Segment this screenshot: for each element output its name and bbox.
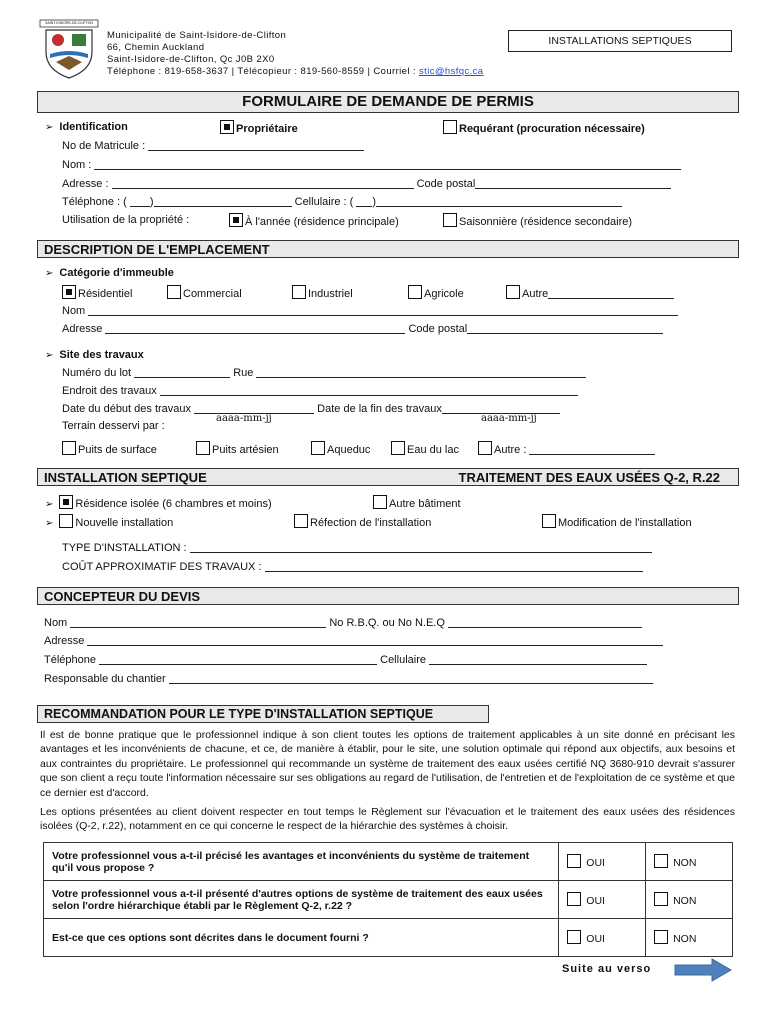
designer-nom-field[interactable] [70,617,326,628]
terrain-row [62,420,165,432]
adresse-row [62,178,671,190]
arrow-bullet-icon: ➢ [45,499,54,510]
yes-label: OUI [586,857,605,869]
rue-field[interactable] [256,367,586,378]
designer-section-header [37,587,739,605]
refection-option[interactable] [294,514,431,529]
modification-option[interactable] [542,514,692,529]
owner-label: Propriétaire [236,123,298,135]
recommendation-section-title: RECOMMANDATION POUR LE TYPE D'INSTALLATION SEPTIQUE [44,707,434,721]
category-heading-row [45,267,174,279]
cellulaire-area-field[interactable] [356,196,372,207]
applicant-label: Requérant (procuration nécessaire) [459,123,645,135]
recommendation-paragraph-1: Il est de bonne pratique que le professionnel indique à son client toutes les options de traitement applicables à un site donné en précisant les avantages et les inconvénients de chacune, et ce, de manière à établir, pour le site, une solution optimale qui répond aux objectifs, aux besoins et aux contraintes du propriétaire. Le professionnel qui recommande un système de traitement des eaux usées certifié NQ 3680-910 devrait s'assurer que son client a reçu toute l'information nécessaire sur ses obligations au regard de l'utilisation, de l'entretien et de l'exploitation de ce système et que ce dernier est d'accord. [40,729,735,799]
right-arrow-icon [674,958,732,982]
owner-checkbox[interactable] [220,120,234,134]
end-date-label: Date de la fin des travaux [317,403,442,415]
other-building-checkbox[interactable] [373,495,387,509]
badge-label: INSTALLATIONS SEPTIQUES [548,35,692,47]
telephone-field[interactable] [154,196,292,207]
site-nom-row [62,305,678,317]
usage-season-checkbox[interactable] [443,213,457,227]
page-title-text: FORMULAIRE DE DEMANDE DE PERMIS [242,93,534,110]
question-text: Est-ce que ces options sont décrites dans le document fourni ? [44,919,559,957]
type-install-label: TYPE D'INSTALLATION : [62,542,187,554]
other-building-option[interactable] [373,495,461,510]
arrow-bullet-icon: ➢ [45,350,54,361]
site-nom-field[interactable] [88,305,678,316]
type-install-row [62,542,652,554]
arrow-bullet-icon: ➢ [45,268,54,279]
site-adresse-row [62,323,663,335]
new-install-label: Nouvelle installation [75,517,174,529]
site-code-postal-label: Code postal [408,323,468,335]
septic-section-header [37,468,739,486]
site-heading: Site des travaux [59,349,144,361]
no-cell[interactable] [646,843,733,881]
cellulaire-label: Cellulaire : ( [294,196,354,208]
end-date-format: aaaa-mm-jj [481,413,537,424]
aqueduc-checkbox[interactable] [311,441,325,455]
type-install-field[interactable] [190,542,652,553]
cost-row [62,561,643,573]
no-label: NON [673,895,697,907]
cellulaire-paren: ) [372,196,377,208]
question-row [44,881,733,919]
yes-label: OUI [586,895,605,907]
designer-nom-row [44,617,642,629]
cellulaire-field[interactable] [376,196,622,207]
yes-cell[interactable] [559,881,646,919]
designer-phone-field[interactable] [99,654,377,665]
category-agricole[interactable] [408,285,464,300]
agricole-label: Agricole [424,288,464,300]
puits-surface-checkbox[interactable] [62,441,76,455]
continue-on-back: Suite au verso [562,963,652,975]
usage-year-checkbox[interactable] [229,213,243,227]
arrow-bullet-icon: ➢ [45,518,54,529]
yes-checkbox[interactable] [567,854,581,868]
service-eau-lac[interactable] [391,441,459,456]
no-cell[interactable] [646,919,733,957]
usage-season-option[interactable] [443,213,632,228]
identification-row [45,121,128,133]
site-adresse-field[interactable] [105,323,405,334]
industriel-label: Industriel [308,288,353,300]
logo-text: SAINT-ISIDORE-DE-CLIFTON [45,21,93,25]
location-section-title: DESCRIPTION DE L'EMPLACEMENT [44,242,270,257]
agricole-checkbox[interactable] [408,285,422,299]
industriel-checkbox[interactable] [292,285,306,299]
question-text: Votre professionnel vous a-t-il présenté d'autres options de système de traitement des eaux usées selon l'ordre hiérarchique établi par le Règlement Q-2, r.22 ? [44,881,559,919]
usage-label: Utilisation de la propriété : [62,214,190,226]
no-label: NON [673,857,697,869]
category-residentiel[interactable] [62,285,132,300]
nom-field[interactable] [94,159,681,170]
contact-text: Téléphone : 819-658-3637 | Télécopieur : 819-560-8559 | Courriel : [107,66,419,77]
designer-adresse-label: Adresse [44,635,85,647]
start-date-format: aaaa-mm-jj [216,413,272,424]
telephone-row [62,196,622,208]
identification-heading: Identification [59,121,128,133]
email-link[interactable]: stic@hsfqc.ca [419,66,484,77]
municipality-name: Municipalité de Saint-Isidore-de-Clifton [107,30,287,41]
contact-line [107,66,483,78]
designer-phone-label: Téléphone [44,654,96,666]
commercial-label: Commercial [183,288,242,300]
refection-label: Réfection de l'installation [310,517,432,529]
aqueduc-label: Aqueduc [327,444,371,456]
question-text: Votre professionnel vous a-t-il précisé les avantages et inconvénients du système de traitement qu'il vous propose ? [44,843,559,881]
category-heading: Catégorie d'immeuble [59,267,174,279]
responsable-label: Responsable du chantier [44,673,166,685]
recommendation-paragraph-2: Les options présentées au client doivent respecter en tout temps le Règlement sur l'évacuation et le traitement des eaux usées des résidences isolées (Q-2, r.22), notamment en ce qui concerne le respect de la hiérarchie des systèmes à choisir. [40,806,735,833]
code-postal-field[interactable] [475,178,671,189]
adresse-field[interactable] [112,178,414,189]
yes-cell[interactable] [559,919,646,957]
site-adresse-label: Adresse [62,323,103,335]
nom-label: Nom : [62,159,92,171]
isolated-checkbox[interactable] [59,495,73,509]
endroit-row [62,385,578,397]
eau-lac-label: Eau du lac [407,444,459,456]
category-autre[interactable] [506,285,674,300]
page-title [37,91,739,113]
modification-label: Modification de l'installation [558,517,692,529]
usage-season-label: Saisonnière (résidence secondaire) [459,216,633,228]
autre-label: Autre [522,288,549,300]
puits-artesien-label: Puits artésien [212,444,279,456]
designer-nom-label: Nom [44,617,68,629]
lot-field[interactable] [134,367,230,378]
service-autre[interactable] [478,441,655,456]
puits-artesien-checkbox[interactable] [196,441,210,455]
matricule-row [62,140,364,152]
usage-year-label: À l'année (résidence principale) [245,216,399,228]
isolated-label: Résidence isolée (6 chambres et moins) [75,498,272,510]
adresse-label: Adresse : [62,178,109,190]
arrow-bullet-icon: ➢ [45,122,54,133]
residentiel-label: Résidentiel [78,288,133,300]
septic-section-regulation: TRAITEMENT DES EAUX USÉES Q-2, R.22 [458,470,720,485]
telephone-paren: ) [149,196,154,208]
service-autre-checkbox[interactable] [478,441,492,455]
cost-field[interactable] [265,561,643,572]
septic-section-title: INSTALLATION SEPTIQUE [44,470,207,485]
address-line-2: Saint-Isidore-de-Clifton, Qc J0B 2X0 [107,54,275,65]
site-heading-row [45,349,144,361]
service-puits-surface[interactable] [62,441,157,456]
commercial-checkbox[interactable] [167,285,181,299]
no-checkbox[interactable] [654,854,668,868]
new-install-checkbox[interactable] [59,514,73,528]
code-postal-label: Code postal [416,178,476,190]
site-nom-label: Nom [62,305,86,317]
usage-row [62,214,189,226]
service-aqueduc[interactable] [311,441,370,456]
cost-label: COÛT APPROXIMATIF DES TRAVAUX : [62,561,262,573]
designer-adresse-row [44,635,663,647]
designer-phone-row [44,654,647,666]
yes-checkbox[interactable] [567,892,581,906]
lot-label: Numéro du lot [62,367,132,379]
service-puits-artesien[interactable] [196,441,279,456]
endroit-field[interactable] [160,385,578,396]
question-row [44,919,733,957]
applicant-checkbox[interactable] [443,120,457,134]
nom-row [62,159,681,171]
rbq-label: No R.B.Q. ou No N.E.Q [329,617,445,629]
owner-option[interactable] [220,120,298,135]
designer-cell-field[interactable] [429,654,647,665]
lot-row [62,367,586,379]
endroit-label: Endroit des travaux [62,385,157,397]
yes-cell[interactable] [559,843,646,881]
question-row [44,843,733,881]
document-type-badge [508,30,732,52]
site-code-postal-field[interactable] [467,323,663,334]
telephone-label: Téléphone : ( [62,196,127,208]
start-date-label: Date du début des travaux [62,403,192,415]
designer-cell-label: Cellulaire [380,654,426,666]
recommendation-questions-table [43,842,733,957]
category-industriel[interactable] [292,285,353,300]
service-autre-label: Autre : [494,444,527,456]
responsable-row [44,673,653,685]
designer-adresse-field[interactable] [87,635,663,646]
autre-field[interactable] [548,288,674,299]
eau-lac-checkbox[interactable] [391,441,405,455]
residentiel-checkbox[interactable] [62,285,76,299]
refection-checkbox[interactable] [294,514,308,528]
puits-surface-label: Puits de surface [78,444,157,456]
rbq-field[interactable] [448,617,642,628]
responsable-field[interactable] [169,673,653,684]
no-checkbox[interactable] [654,892,668,906]
yes-checkbox[interactable] [567,930,581,944]
matricule-label: No de Matricule : [62,140,146,152]
yes-label: OUI [586,933,605,945]
designer-section-title: CONCEPTEUR DU DEVIS [44,589,201,604]
new-install-option[interactable] [45,514,173,529]
matricule-field[interactable] [148,140,364,151]
other-building-label: Autre bâtiment [389,498,461,510]
terrain-label: Terrain desservi par : [62,420,165,432]
service-autre-field[interactable] [529,444,655,455]
rue-label: Rue [233,367,254,379]
location-section-header [37,240,739,258]
modification-checkbox[interactable] [542,514,556,528]
applicant-option[interactable] [443,120,645,135]
municipal-logo [38,18,100,80]
usage-year-option[interactable] [229,213,399,228]
isolated-option[interactable] [45,495,272,510]
no-cell[interactable] [646,881,733,919]
no-checkbox[interactable] [654,930,668,944]
category-commercial[interactable] [167,285,242,300]
recommendation-section-header [37,705,489,723]
autre-checkbox[interactable] [506,285,520,299]
no-label: NON [673,933,697,945]
municipality-header [107,30,483,78]
telephone-area-field[interactable] [130,196,150,207]
address-line-1: 66, Chemin Auckland [107,42,205,53]
